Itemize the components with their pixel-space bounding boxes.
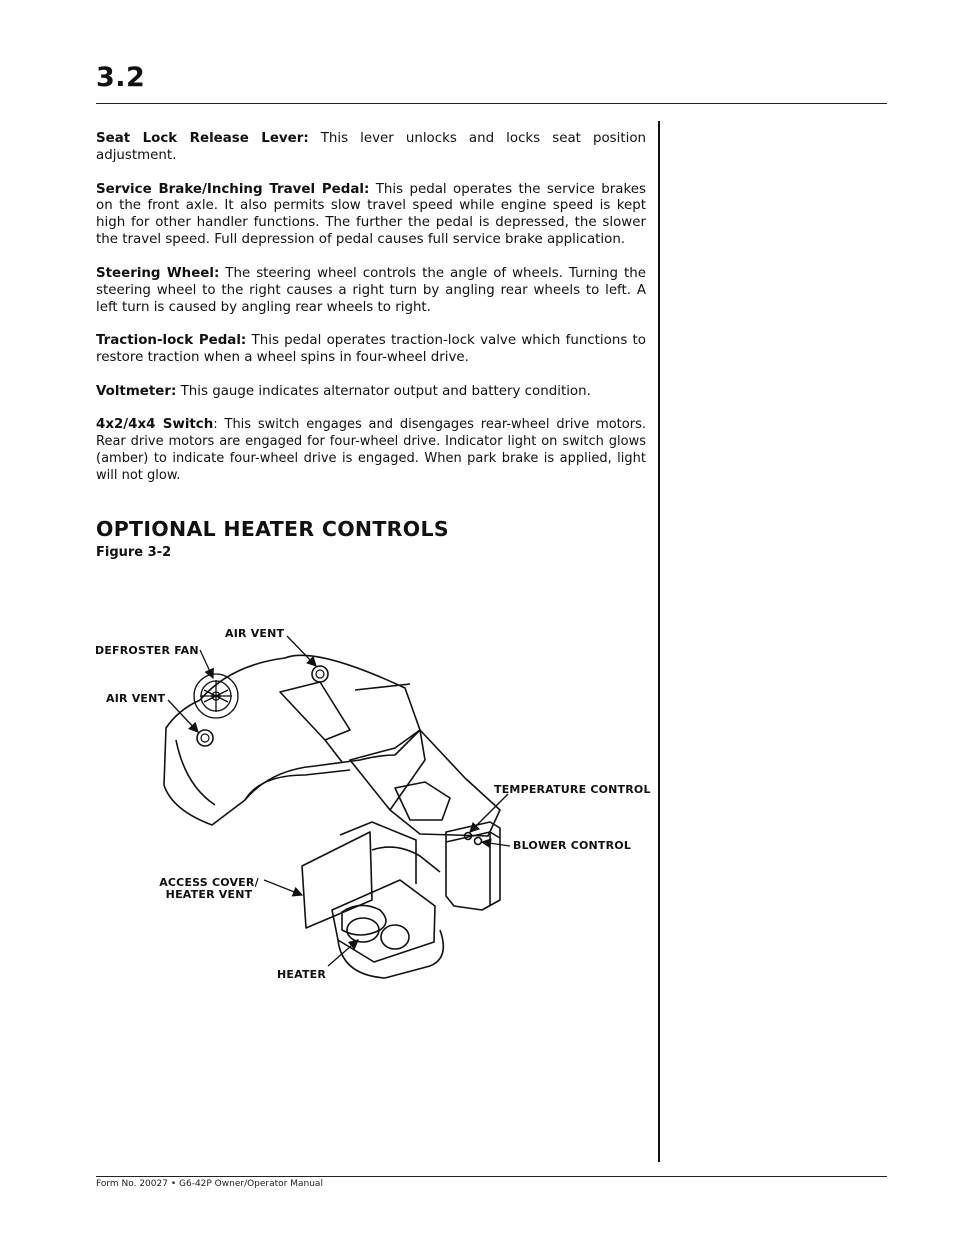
term-label: 4x2/4x4 Switch <box>96 417 214 433</box>
blower-knob <box>475 838 482 845</box>
leader-defroster-fan <box>200 650 213 678</box>
access-cover-plate <box>302 832 372 928</box>
term-description: This gauge indicates alternator output and battery condition. <box>176 383 591 399</box>
paragraph-4x4-switch <box>96 417 646 485</box>
callout-access-cover <box>155 877 263 901</box>
leader-blower <box>482 842 510 846</box>
air-vent-left-icon <box>197 730 213 746</box>
figure-caption: Figure 3-2 <box>96 545 172 560</box>
controls-descriptions <box>96 131 646 502</box>
paragraph-service-brake <box>96 182 646 250</box>
callout-access-cover-line2: HEATER VENT <box>165 888 253 901</box>
term-description: The steering wheel controls the angle of wheels. Turning the steering wheel to the right causes a right turn by angling rear wheels to left. A left turn is caused by angling rear wheels to right. <box>96 265 646 315</box>
term-label: Steering Wheel: <box>96 265 220 281</box>
section-heading: OPTIONAL HEATER CONTROLS <box>96 517 449 541</box>
term-label: Service Brake/Inching Travel Pedal: <box>96 181 370 197</box>
term-description: : This switch engages and disengages rear-wheel drive motors. Rear drive motors are engaged for four-wheel drive. Indicator light on switch glows (amber) to indicate four-wheel drive is engaged. When park brake is applied, light will not glow. <box>96 417 646 484</box>
leader-air-vent-top <box>287 636 316 666</box>
paragraph-traction-lock <box>96 333 646 367</box>
header-rule <box>96 103 887 104</box>
callout-air-vent-top: AIR VENT <box>225 627 285 640</box>
callout-blower-control: BLOWER CONTROL <box>513 839 632 852</box>
paragraph-steering-wheel <box>96 266 646 317</box>
term-label: Traction-lock Pedal: <box>96 333 247 349</box>
callout-access-cover-line1: ACCESS COVER/ <box>159 876 259 889</box>
term-label: Voltmeter: <box>96 383 177 399</box>
paragraph-voltmeter <box>96 384 646 401</box>
leader-air-vent-left <box>168 700 198 732</box>
paragraph-seat-lock <box>96 131 646 165</box>
leader-access-cover <box>264 880 302 895</box>
callout-defroster-fan: DEFROSTER FAN <box>95 644 199 657</box>
callout-heater: HEATER <box>277 968 327 981</box>
term-description: This lever unlocks and locks seat position adjustment. <box>96 131 646 163</box>
air-vent-top-icon <box>312 666 328 682</box>
term-description: This pedal operates the service brakes on the front axle. It also permits slow travel speed while engine speed is kept high for other handler functions. The further the pedal is depressed, the slower the travel speed. Full depression of pedal causes full service brake application. <box>96 181 646 248</box>
defroster-fan-icon <box>194 674 238 718</box>
footer-rule <box>96 1176 887 1177</box>
section-number: 3.2 <box>96 62 146 93</box>
term-description: This pedal operates traction-lock valve which functions to restore traction when a wheel spins in four-wheel drive. <box>96 333 647 366</box>
callout-temperature-control: TEMPERATURE CONTROL <box>494 783 651 796</box>
footer-text: Form No. 20027 • G6-42P Owner/Operator Manual <box>96 1179 323 1189</box>
heater-controls-illustration <box>80 610 660 990</box>
term-label: Seat Lock Release Lever: <box>96 131 309 146</box>
callout-air-vent-left: AIR VENT <box>106 692 166 705</box>
